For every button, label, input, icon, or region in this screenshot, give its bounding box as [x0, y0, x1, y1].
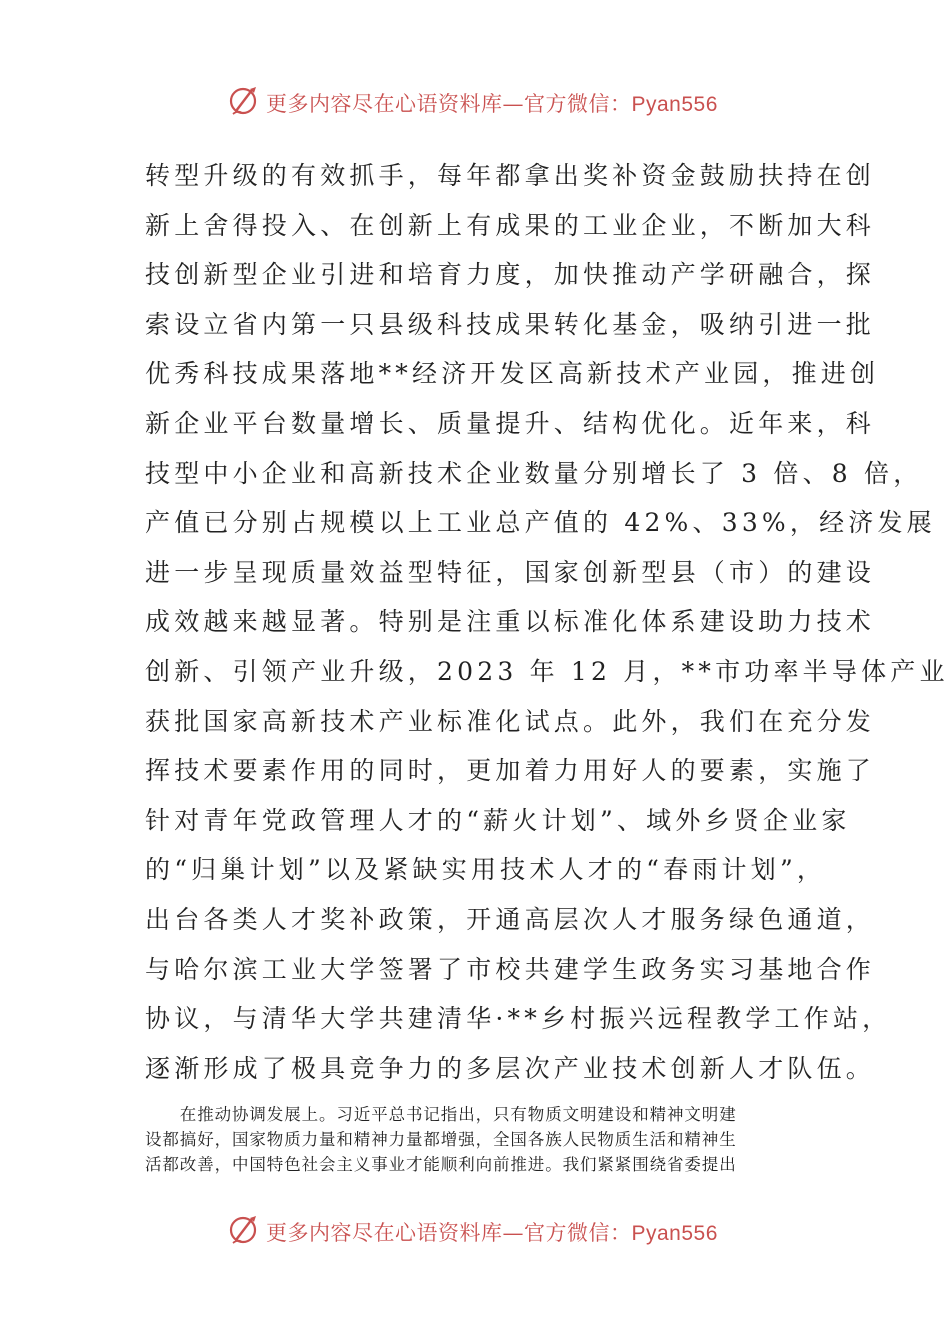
body-line: 进一步呈现质量效益型特征，国家创新型县（市）的建设: [145, 557, 876, 587]
body-line: 出台各类人才奖补政策，开通高层次人才服务绿色通道，: [145, 904, 876, 934]
body-line: 新上舍得投入、在创新上有成果的工业企业，不断加大科: [145, 210, 876, 240]
paragraph2-line: 在推动协调发展上。习近平总书记指出，只有物质文明建设和精神文明建: [145, 1105, 737, 1124]
footer-banner-wechat-id: Pyan556: [631, 1222, 718, 1245]
body-line: 产值已分别占规模以上工业总产值的 42%、33%，经济发展: [145, 508, 936, 538]
body-line: 技型中小企业和高新技术企业数量分别增长了 3 倍、8 倍，: [145, 458, 923, 488]
body-line: 新企业平台数量增长、质量提升、结构优化。近年来，科: [145, 408, 876, 438]
paragraph2-line: 设都搞好，国家物质力量和精神力量都增强，全国各族人民物质生活和精神生: [145, 1130, 737, 1149]
footer-banner: [0, 1211, 950, 1251]
paragraph2-line: 活都改善，中国特色社会主义事业才能顺利向前推进。我们紧紧围绕省委提出: [145, 1155, 737, 1174]
body-line: 索设立省内第一只县级科技成果转化基金，吸纳引进一批: [145, 309, 876, 339]
main-paragraph: [145, 151, 949, 1093]
body-line: 与哈尔滨工业大学签署了市校共建学生政务实习基地合作: [145, 954, 876, 984]
footer-banner-cn: 更多内容尽在心语资料库—官方微信：: [266, 1221, 632, 1245]
header-banner-wechat-id: Pyan556: [631, 93, 718, 116]
header-banner: [0, 82, 950, 122]
pen-logo-icon: [228, 84, 260, 118]
body-line: 挥技术要素作用的同时，更加着力用好人的要素，实施了: [145, 756, 876, 786]
body-line: 的“归巢计划”以及紧缺实用技术人才的“春雨计划”，: [145, 855, 827, 885]
pen-logo-icon: [228, 1213, 260, 1247]
body-line: 转型升级的有效抓手，每年都拿出奖补资金鼓励扶持在创: [145, 161, 876, 190]
footer-banner-text: [266, 1217, 718, 1247]
body-line: 获批国家高新技术产业标准化试点。此外，我们在充分发: [145, 706, 876, 736]
body-line: 逐渐形成了极具竞争力的多层次产业技术创新人才队伍。: [145, 1053, 876, 1083]
body-line: 成效越来越显著。特别是注重以标准化体系建设助力技术: [145, 607, 876, 637]
body-line: 优秀科技成果落地**经济开发区高新技术产业园，推进创: [145, 359, 880, 389]
header-banner-cn: 更多内容尽在心语资料库—官方微信：: [266, 92, 632, 116]
body-line: 协议，与清华大学共建清华·**乡村振兴远程教学工作站，: [145, 1004, 892, 1034]
body-line: 技创新型企业引进和培育力度，加快推动产学研融合，探: [145, 260, 876, 290]
header-banner-text: [266, 88, 718, 118]
secondary-paragraph: [145, 1102, 810, 1177]
body-line: 创新、引领产业升级，2023 年 12 月，**市功率半导体产业: [145, 656, 949, 686]
body-line: 针对青年党政管理人才的“薪火计划”、域外乡贤企业家: [145, 805, 851, 835]
